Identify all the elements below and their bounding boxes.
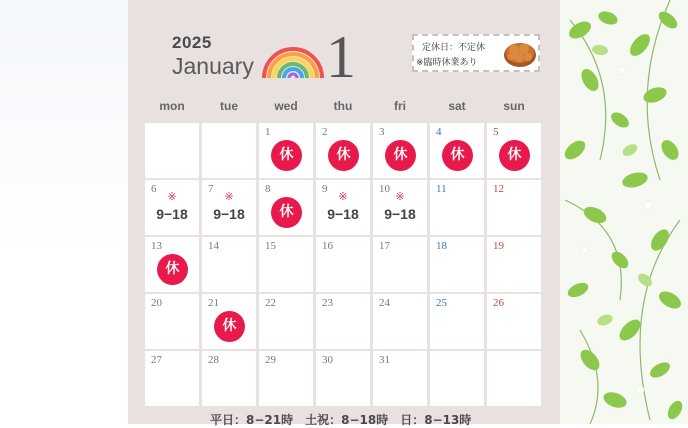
- day-number: 30: [322, 354, 333, 366]
- calendar-day-cell: [316, 237, 370, 292]
- calendar-year: 2025: [172, 33, 212, 52]
- calendar-day-cell: [316, 294, 370, 349]
- calendar-month-name: January: [172, 53, 254, 79]
- calendar-day-cell: [259, 351, 313, 406]
- day-number: 26: [493, 297, 504, 309]
- holiday-notice: [412, 34, 540, 72]
- closed-day-badge: 休: [499, 140, 530, 171]
- notice-line-regular-holiday: 定休日：不定休: [422, 43, 486, 53]
- day-number: 9: [322, 183, 328, 195]
- day-number: 3: [379, 126, 385, 138]
- calendar-day-cell: [487, 351, 541, 406]
- calendar-day-cell: [430, 123, 484, 178]
- calendar-day-cell: [145, 351, 199, 406]
- calendar-day-cell: [259, 294, 313, 349]
- closed-day-badge: 休: [214, 311, 245, 342]
- calendar-day-cell: [259, 123, 313, 178]
- calendar-day-cell: [373, 180, 427, 235]
- calendar-day-cell: [316, 123, 370, 178]
- calendar-day-cell: [145, 123, 199, 178]
- weekday-thu: thu: [333, 99, 353, 113]
- business-hours-footer: 平日：8−21時 土祝：8−18時 日：8−13時: [210, 413, 472, 427]
- notice-line-temporary-closure: ※臨時休業あり: [416, 58, 478, 68]
- calendar-day-cell: [145, 294, 199, 349]
- day-number: 4: [436, 126, 442, 138]
- day-number: 6: [151, 183, 157, 195]
- calendar-day-cell: [373, 294, 427, 349]
- day-number: 17: [379, 240, 390, 252]
- bread-icon: [502, 40, 538, 68]
- weekday-sun: sun: [503, 99, 525, 113]
- weekday-tue: tue: [220, 99, 238, 113]
- calendar-day-cell: [259, 237, 313, 292]
- day-number: 28: [208, 354, 219, 366]
- calendar-day-cell: [373, 237, 427, 292]
- weekday-mon: mon: [159, 99, 185, 113]
- calendar-day-cell: [145, 180, 199, 235]
- day-number: 29: [265, 354, 276, 366]
- day-number: 20: [151, 297, 162, 309]
- calendar-day-cell: [316, 351, 370, 406]
- calendar-day-cell: [259, 180, 313, 235]
- day-number: 21: [208, 297, 219, 309]
- calendar-day-cell: [487, 180, 541, 235]
- special-hours-mark: ※: [167, 190, 177, 203]
- closed-day-badge: 休: [442, 140, 473, 171]
- day-number: 22: [265, 297, 276, 309]
- calendar-day-cell: [202, 237, 256, 292]
- day-number: 31: [379, 354, 390, 366]
- calendar-day-cell: [430, 351, 484, 406]
- special-hours-mark: ※: [338, 190, 348, 203]
- calendar-day-cell: [202, 123, 256, 178]
- calendar-day-cell: [430, 294, 484, 349]
- day-number: 27: [151, 354, 162, 366]
- calendar-day-cell: [202, 294, 256, 349]
- closed-day-badge: 休: [385, 140, 416, 171]
- day-number: 14: [208, 240, 219, 252]
- weekday-fri: fri: [394, 99, 406, 113]
- day-number: 5: [493, 126, 499, 138]
- closed-day-badge: 休: [157, 254, 188, 285]
- day-number: 24: [379, 297, 390, 309]
- day-number: 7: [208, 183, 214, 195]
- calendar-day-cell: [487, 123, 541, 178]
- calendar-day-cell: [202, 351, 256, 406]
- special-hours-label: 9−18: [384, 206, 416, 222]
- calendar-day-cell: [487, 294, 541, 349]
- special-hours-label: 9−18: [327, 206, 359, 222]
- special-hours-mark: ※: [395, 190, 405, 203]
- calendar-day-cell: [487, 237, 541, 292]
- left-background: [0, 0, 128, 424]
- special-hours-label: 9−18: [156, 206, 188, 222]
- calendar-day-cell: [373, 351, 427, 406]
- day-number: 25: [436, 297, 447, 309]
- calendar-month-number: 1: [326, 24, 356, 90]
- day-number: 2: [322, 126, 328, 138]
- weekday-wed: wed: [274, 99, 298, 113]
- calendar-day-cell: [430, 180, 484, 235]
- calendar-day-cell: [145, 237, 199, 292]
- day-number: 8: [265, 183, 271, 195]
- day-number: 19: [493, 240, 504, 252]
- day-number: 16: [322, 240, 333, 252]
- day-number: 15: [265, 240, 276, 252]
- day-number: 18: [436, 240, 447, 252]
- closed-day-badge: 休: [271, 197, 302, 228]
- closed-day-badge: 休: [328, 140, 359, 171]
- day-number: 10: [379, 183, 390, 195]
- weekday-sat: sat: [448, 99, 466, 113]
- day-number: 11: [436, 183, 447, 195]
- day-number: 12: [493, 183, 504, 195]
- calendar-day-cell: [430, 237, 484, 292]
- day-number: 1: [265, 126, 271, 138]
- calendar-day-cell: [373, 123, 427, 178]
- special-hours-label: 9−18: [213, 206, 245, 222]
- special-hours-mark: ※: [224, 190, 234, 203]
- calendar-day-cell: [202, 180, 256, 235]
- leaves-decoration: [560, 0, 688, 424]
- day-number: 23: [322, 297, 333, 309]
- rainbow-icon: [260, 42, 326, 80]
- closed-day-badge: 休: [271, 140, 302, 171]
- day-number: 13: [151, 240, 162, 252]
- calendar-day-cell: [316, 180, 370, 235]
